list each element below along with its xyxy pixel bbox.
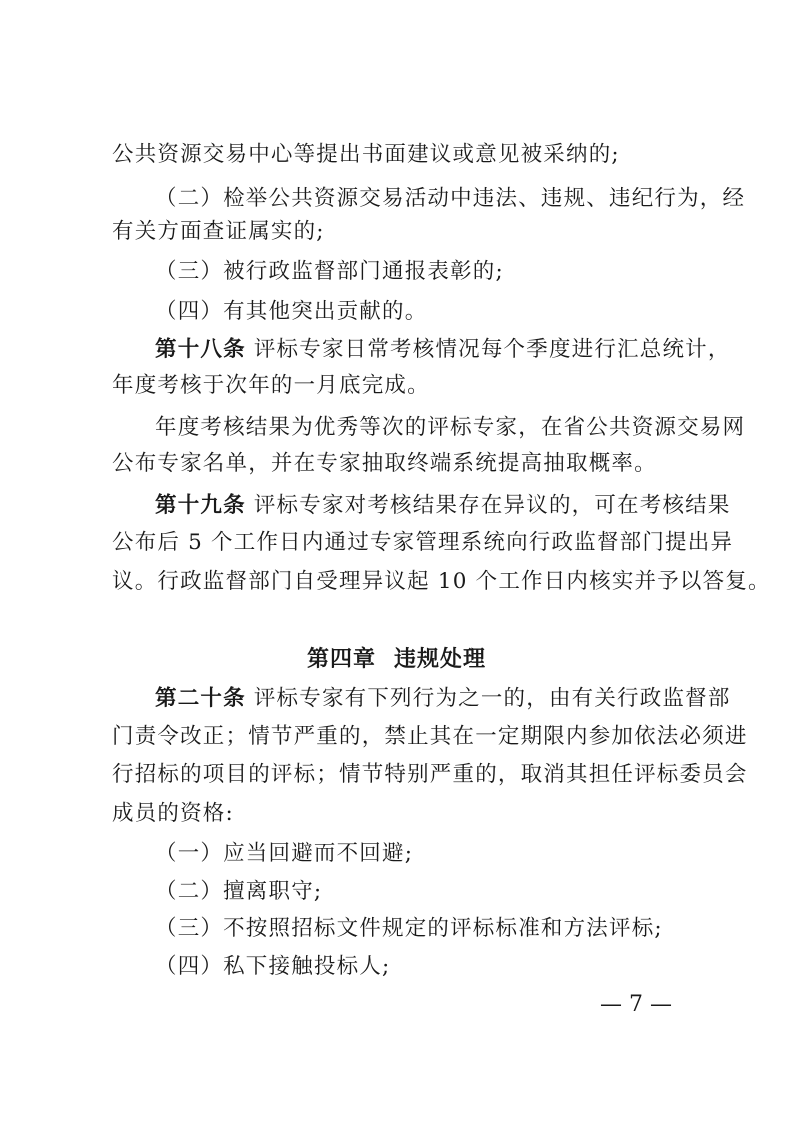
paragraph-line: 行招标的项目的评标；情节特别严重的，取消其担任评标委员会 [112, 762, 748, 787]
list-item: （二）擅离职守; [155, 879, 323, 904]
list-item: （一）应当回避而不回避; [155, 841, 414, 866]
paragraph-line: 成员的资格: [112, 801, 234, 826]
paragraph-line: 议。行政监督部门自受理异议起 10 个工作日内核实并予以答复。 [112, 569, 771, 594]
paragraph-line: 公布专家名单，并在专家抽取终端系统提高抽取概率。 [112, 451, 657, 476]
chapter-heading: 第四章 违规处理 [306, 647, 487, 672]
paragraph-line: 门责令改正；情节严重的，禁止其在一定期限内参加依法必须进 [112, 724, 748, 749]
list-item: （四）私下接触投标人; [155, 954, 391, 979]
article-19-line: 第十九条 评标专家对考核结果存在异议的，可在考核结果 [155, 493, 731, 518]
list-item: （三）不按照招标文件规定的评标标准和方法评标; [155, 916, 663, 941]
article-heading: 第十九条 [155, 493, 246, 518]
paragraph-line: 年度考核于次年的一月底完成。 [112, 373, 430, 398]
paragraph-line: 年度考核结果为优秀等次的评标专家，在省公共资源交易网 [155, 415, 746, 440]
paragraph-line: 公共资源交易中心等提出书面建议或意见被采纳的; [112, 142, 620, 167]
article-heading: 第二十条 [155, 686, 246, 711]
paragraph-line: （二）检举公共资源交易活动中违法、违规、违纪行为，经 [155, 186, 746, 211]
article-20-line: 第二十条 评标专家有下列行为之一的，由有关行政监督部 [155, 686, 731, 711]
article-18-line: 第十八条 评标专家日常考核情况每个季度进行汇总统计， [155, 337, 731, 362]
article-heading: 第十八条 [155, 337, 246, 362]
paragraph-line: 公布后 5 个工作日内通过专家管理系统向行政监督部门提出异 [112, 530, 734, 555]
page-number: — 7 — [600, 992, 672, 1017]
paragraph-line: （三）被行政监督部门通报表彰的; [155, 259, 504, 284]
paragraph-line: 有关方面查证属实的; [112, 219, 325, 244]
paragraph-line: （四）有其他突出贡献的。 [155, 299, 428, 324]
